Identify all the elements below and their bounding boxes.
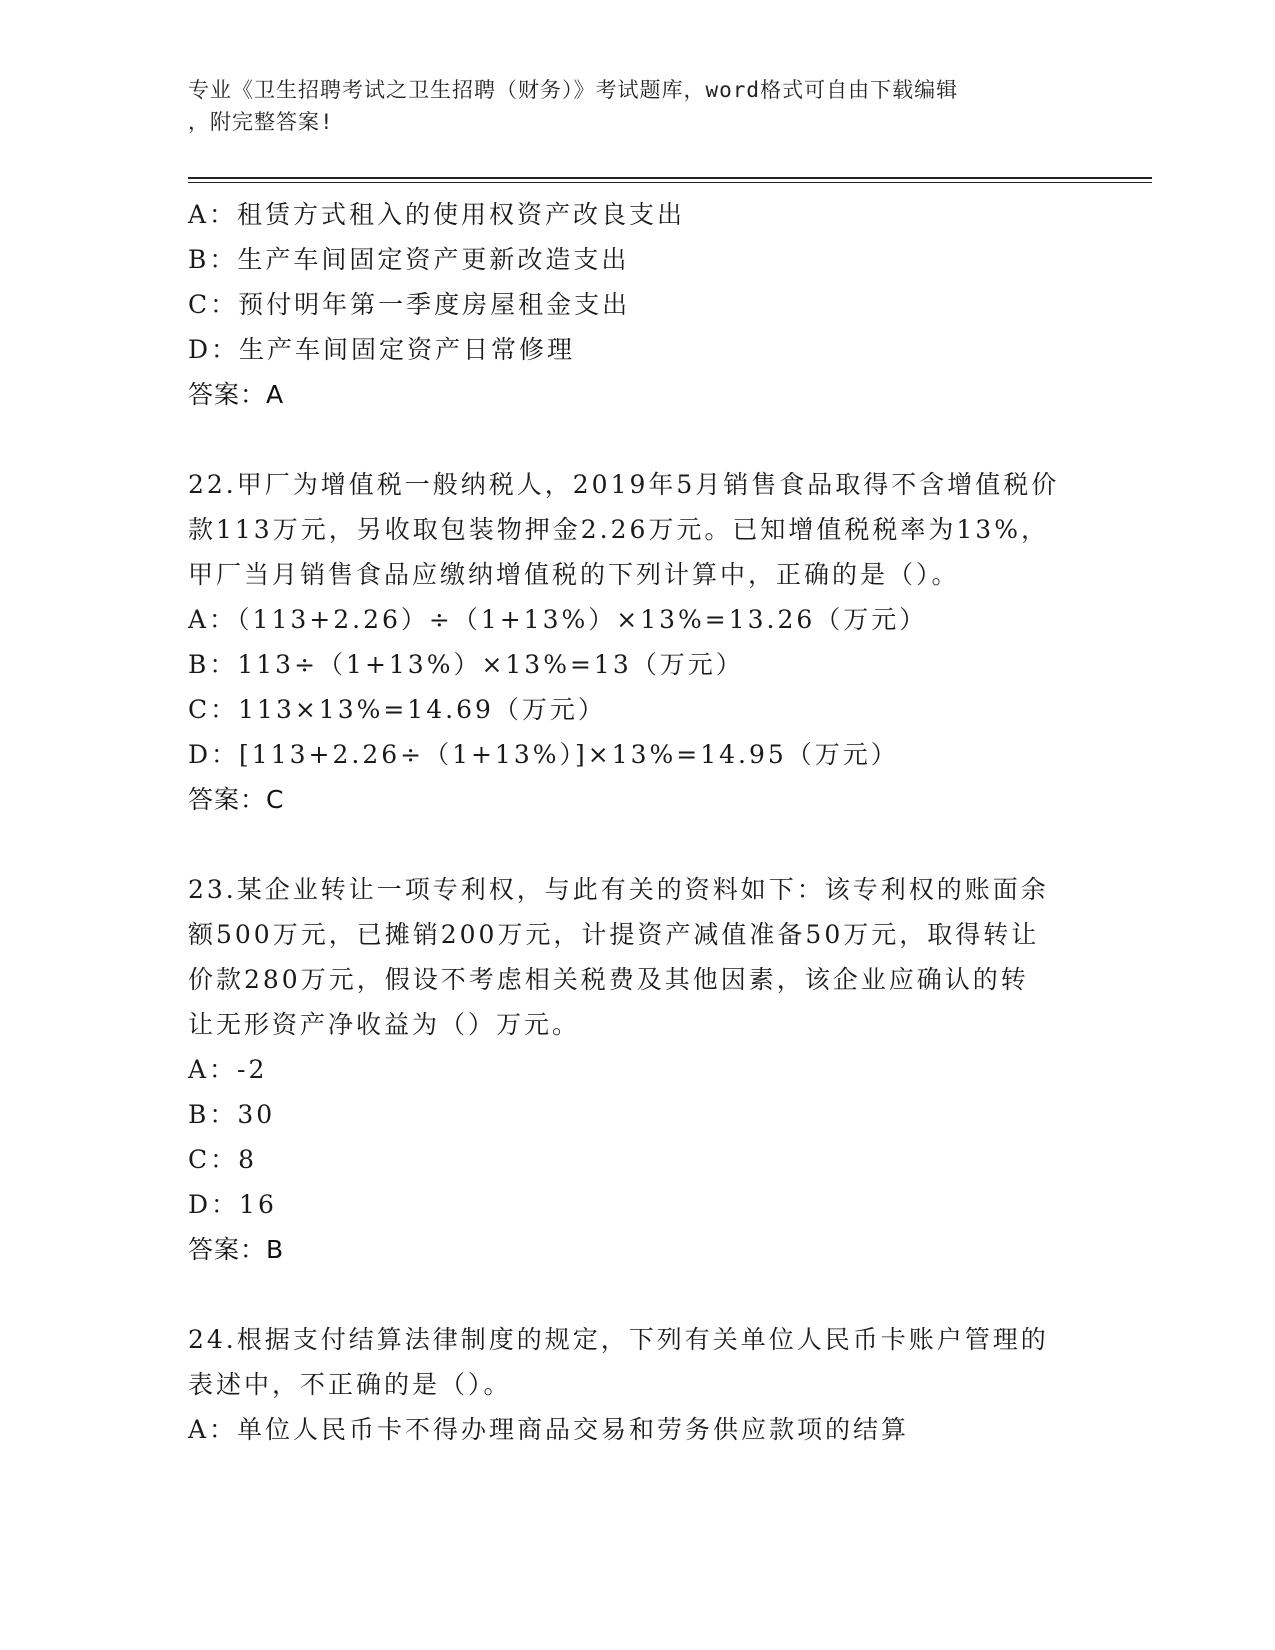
q24-option-a: A：单位人民币卡不得办理商品交易和劳务供应款项的结算 — [188, 1415, 910, 1444]
q23-option-d: D：16 — [188, 1190, 277, 1219]
q21-option-d: D：生产车间固定资产日常修理 — [188, 335, 576, 364]
q24-stem-line-2: 表述中，不正确的是（）。 — [188, 1370, 512, 1399]
q22-stem-line-2: 款113万元，另收取包装物押金2.26万元。已知增值税税率为13%， — [188, 515, 1049, 544]
q23-stem-line-1: 23.某企业转让一项专利权，与此有关的资料如下：该专利权的账面余 — [188, 875, 1049, 904]
q23-stem-line-3: 价款280万元，假设不考虑相关税费及其他因素，该企业应确认的转 — [188, 965, 1029, 994]
q22-stem-line-1: 22.甲厂为增值税一般纳税人，2019年5月销售食品取得不含增值税价 — [188, 470, 1060, 499]
header-divider-thick — [188, 177, 1152, 179]
q23-stem-line-4: 让无形资产净收益为（）万元。 — [188, 1010, 581, 1039]
question-23 — [188, 867, 1088, 1272]
q21-option-c: C：预付明年第一季度房屋租金支出 — [188, 290, 631, 319]
q23-option-a: A：-2 — [188, 1055, 268, 1084]
q22-answer: 答案：C — [188, 785, 285, 814]
header-line-1: 专业《卫生招聘考试之卫生招聘（财务）》考试题库，word格式可自由下载编辑 — [188, 78, 959, 102]
q21-option-b: B：生产车间固定资产更新改造支出 — [188, 245, 630, 274]
document-header — [188, 74, 1088, 138]
question-list — [188, 192, 1088, 1452]
q23-answer: 答案：B — [188, 1235, 285, 1264]
header-line-2: ，附完整答案! — [188, 110, 334, 134]
q22-stem-line-3: 甲厂当月销售食品应缴纳增值税的下列计算中，正确的是（）。 — [188, 560, 960, 589]
question-22 — [188, 462, 1088, 822]
spacer — [188, 822, 1088, 867]
q22-option-d: D：[113+2.26÷（1+13%）]×13%=14.95（万元） — [188, 740, 899, 769]
q22-option-b: B：113÷（1+13%）×13%=13（万元） — [188, 650, 744, 679]
q23-option-b: B：30 — [188, 1100, 276, 1129]
spacer — [188, 1272, 1088, 1317]
q22-option-c: C：113×13%=14.69（万元） — [188, 695, 606, 724]
q22-option-a: A：（113+2.26）÷（1+13%）×13%=13.26（万元） — [188, 605, 928, 634]
q21-answer: 答案：A — [188, 380, 285, 409]
q21-option-a: A：租赁方式租入的使用权资产改良支出 — [188, 200, 686, 229]
q24-stem-line-1: 24.根据支付结算法律制度的规定，下列有关单位人民币卡账户管理的 — [188, 1325, 1049, 1354]
q23-option-c: C：8 — [188, 1145, 258, 1174]
question-24 — [188, 1317, 1088, 1452]
question-21 — [188, 192, 1088, 417]
spacer — [188, 417, 1088, 462]
q23-stem-line-2: 额500万元，已摊销200万元，计提资产减值准备50万元，取得转让 — [188, 920, 1040, 949]
header-divider-thin — [188, 182, 1152, 183]
